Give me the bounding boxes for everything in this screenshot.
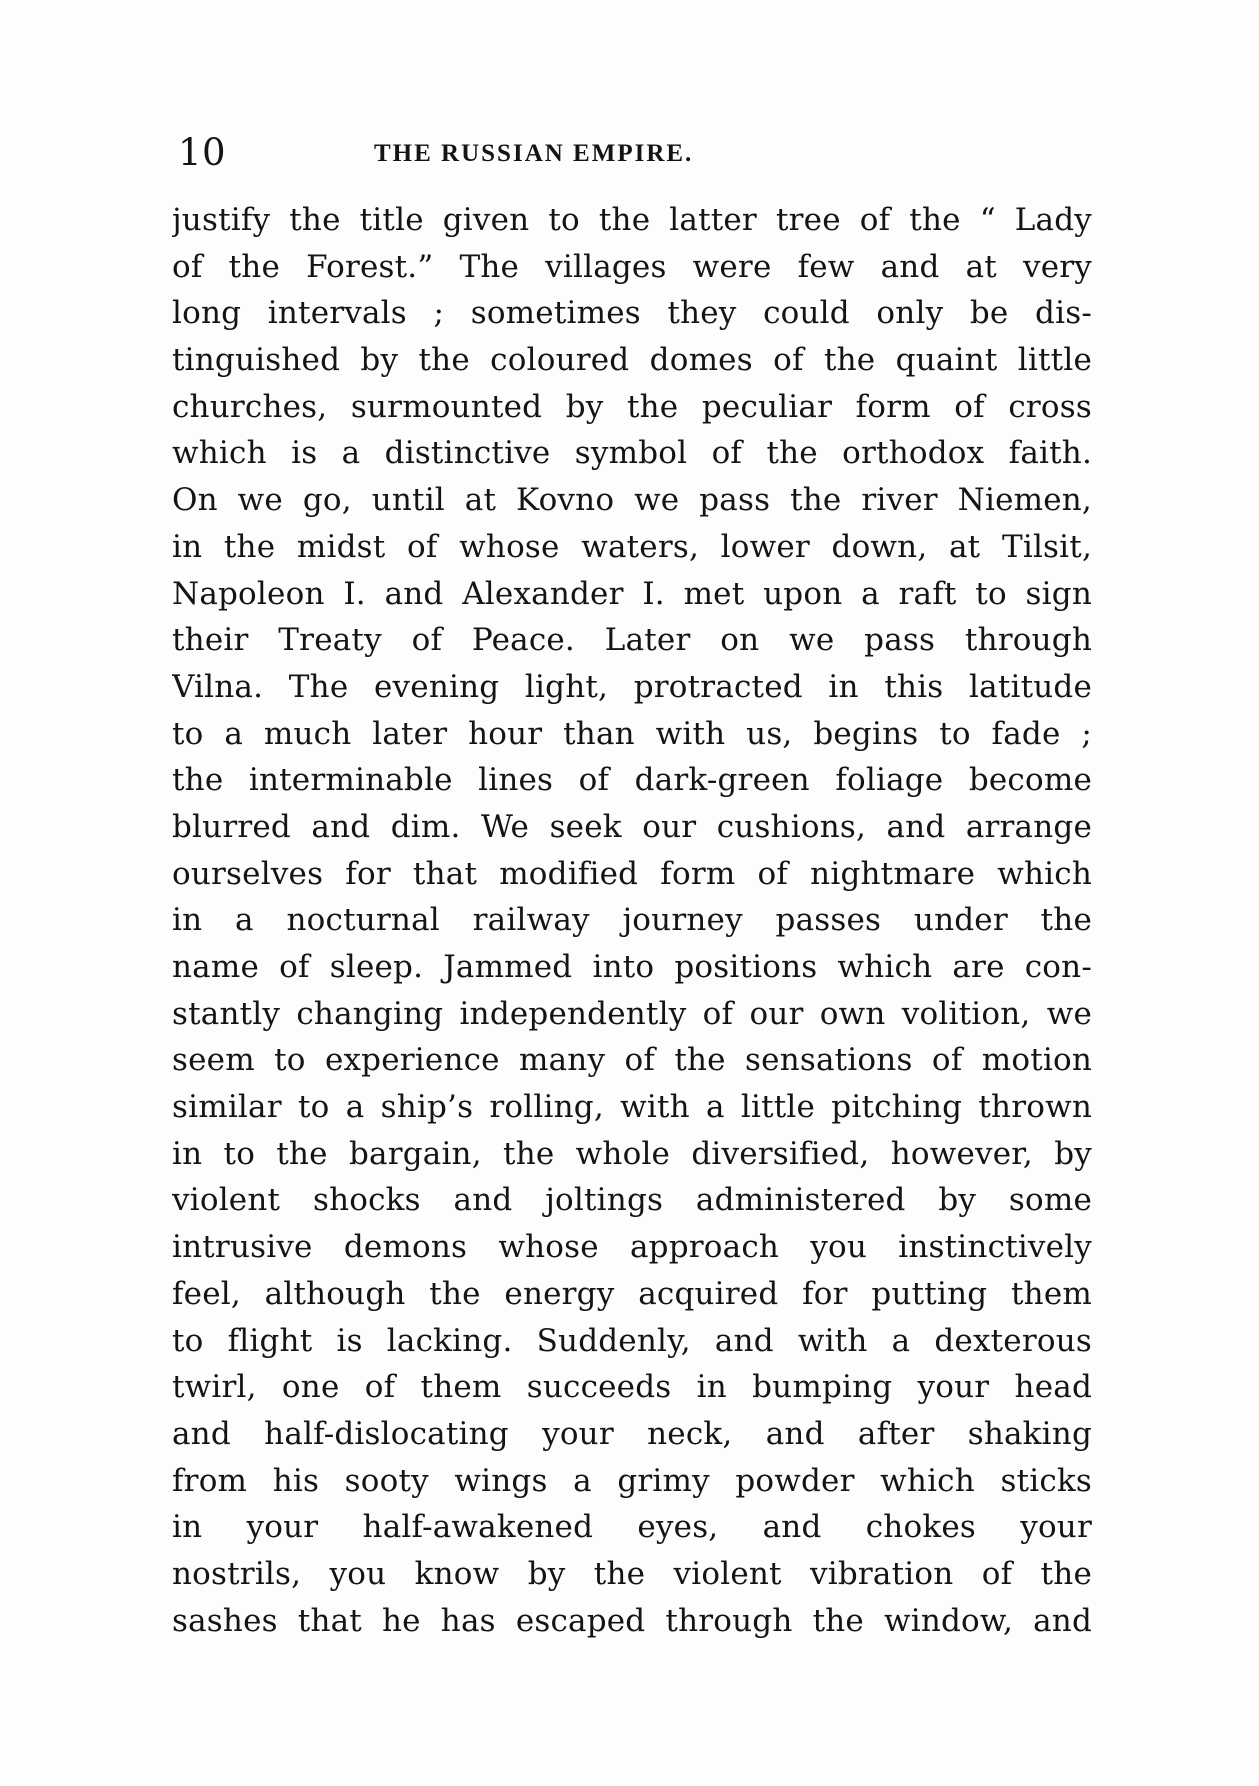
text-line: ourselves for that modified form of nightmare which — [172, 855, 1092, 892]
text-line: in the midst of whose waters, lower down, at Tilsit, — [172, 528, 1092, 565]
page-number: 10 — [178, 131, 227, 174]
running-head — [178, 128, 1088, 178]
text-line: long intervals ; sometimes they could only be dis- — [172, 295, 1092, 332]
text-line: and half-dislocating your neck, and after shaking — [172, 1415, 1092, 1452]
text-line: the interminable lines of dark-green foliage become — [172, 762, 1092, 799]
text-line: violent shocks and joltings administered by some — [172, 1182, 1092, 1219]
text-line: twirl, one of them succeeds in bumping your head — [172, 1369, 1092, 1406]
text-line: in your half-awakened eyes, and chokes your — [172, 1509, 1092, 1546]
text-line: in a nocturnal railway journey passes under the — [172, 902, 1092, 939]
text-line: stantly changing independently of our own volition, we — [172, 995, 1092, 1032]
text-line: seem to experience many of the sensations of motion — [172, 1042, 1092, 1079]
text-line: name of sleep. Jammed into positions which are con- — [172, 949, 1092, 985]
text-line: justify the title given to the latter tree of the “ Lady — [172, 202, 1092, 238]
text-line: intrusive demons whose approach you instinctively — [172, 1229, 1092, 1266]
text-line: blurred and dim. We seek our cushions, and arrange — [172, 808, 1092, 845]
text-line: to flight is lacking. Suddenly, and with a dexterous — [172, 1322, 1092, 1359]
text-line: from his sooty wings a grimy powder which sticks — [172, 1462, 1092, 1499]
text-line: to a much later hour than with us, begins to fade ; — [172, 715, 1092, 752]
running-title: THE RUSSIAN EMPIRE. — [374, 140, 694, 167]
body-text — [172, 197, 1092, 1644]
text-line: Vilna. The evening light, protracted in this latitude — [172, 668, 1092, 705]
text-line: tinguished by the coloured domes of the quaint little — [172, 342, 1092, 379]
text-line: sashes that he has escaped through the window, and — [172, 1602, 1092, 1639]
text-line: their Treaty of Peace. Later on we pass through — [172, 622, 1092, 659]
text-line: churches, surmounted by the peculiar form of cross — [172, 388, 1092, 425]
text-line: similar to a ship’s rolling, with a little pitching thrown — [172, 1089, 1092, 1126]
text-line: Napoleon I. and Alexander I. met upon a raft to sign — [172, 575, 1092, 612]
text-line: On we go, until at Kovno we pass the river Niemen, — [172, 482, 1092, 519]
text-line: which is a distinctive symbol of the orthodox faith. — [172, 435, 1092, 472]
text-line: of the Forest.” The villages were few and at very — [172, 248, 1092, 285]
text-line: in to the bargain, the whole diversified, however, by — [172, 1135, 1092, 1172]
text-line: feel, although the energy acquired for putting them — [172, 1275, 1092, 1312]
text-line: nostrils, you know by the violent vibration of the — [172, 1555, 1092, 1592]
